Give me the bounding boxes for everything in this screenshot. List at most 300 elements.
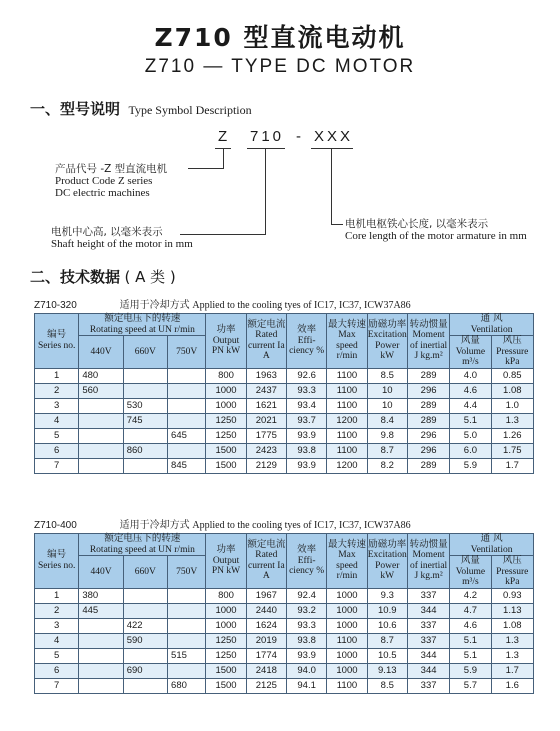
table-cell: 8.4 [367, 413, 407, 428]
header-pressure-en: Pressure kPa [496, 566, 529, 587]
page-title: Z710 型直流电动机 [154, 23, 406, 52]
cooling-label-zh: 适用于冷却方式 [119, 520, 190, 531]
header-rotating-speed [79, 314, 206, 336]
header-750v-en: 750V [176, 566, 198, 577]
table-cell: 344 [407, 603, 449, 618]
model-code: Z710-400 [34, 520, 77, 531]
header-ventilation-zh: 通 风 [480, 313, 503, 324]
table-cell [123, 678, 167, 693]
table-row [35, 633, 534, 648]
table-cell: 1624 [246, 618, 286, 633]
header-series-no-zh: 编号 [47, 549, 67, 561]
table-cell: 2423 [246, 443, 286, 458]
connector-length-h [331, 224, 343, 225]
table-cell: 0.93 [491, 588, 533, 603]
header-inertia-zh: 转动惯量 [409, 538, 448, 550]
table-cell [79, 413, 123, 428]
header-440v-en: 440V [90, 566, 112, 577]
header-series-no [35, 314, 79, 369]
table-cell: 1.08 [491, 618, 533, 633]
connector-height-h [180, 234, 266, 235]
type-code-height: 710 [250, 128, 285, 145]
section-heading-suffix: ( A 类 ) [124, 268, 176, 286]
table-cell: 2418 [246, 663, 286, 678]
table-cell: 289 [407, 398, 449, 413]
header-660v-en: 660V [134, 346, 156, 357]
table-cell [168, 603, 206, 618]
table-cell: 3 [35, 618, 79, 633]
table-cell: 1.3 [491, 633, 533, 648]
table-cell [168, 413, 206, 428]
table-cell [79, 678, 123, 693]
type-code-sep: - [296, 128, 304, 145]
header-efficiency-en: Effi-ciency % [289, 555, 325, 576]
table-cell: 1500 [206, 458, 246, 473]
table-cell: 645 [168, 428, 206, 443]
table-cell: 1250 [206, 648, 246, 663]
table-cell: 1250 [206, 428, 246, 443]
header-pressure-zh: 风压 [502, 335, 522, 346]
table-cell [123, 648, 167, 663]
table-cell [168, 383, 206, 398]
table-cell: 1 [35, 588, 79, 603]
table-cell: 1 [35, 368, 79, 383]
table-cell: 1.3 [491, 413, 533, 428]
table-cell [123, 428, 167, 443]
header-series-no-zh: 编号 [47, 329, 67, 341]
table-cell [79, 458, 123, 473]
table-caption [34, 296, 411, 311]
table-cell: 4.7 [450, 603, 491, 618]
table-cell: 1100 [327, 428, 367, 443]
table-cell: 1100 [327, 368, 367, 383]
table-cell: 10 [367, 383, 407, 398]
header-750v [168, 336, 206, 369]
header-excitation-zh: 励磁功率 [368, 318, 407, 330]
table-cell: 1500 [206, 443, 246, 458]
table-cell: 10 [367, 398, 407, 413]
table-cell: 10.9 [367, 603, 407, 618]
table-cell [123, 588, 167, 603]
table-cell: 690 [123, 663, 167, 678]
table-cell: 800 [206, 368, 246, 383]
header-pressure [491, 336, 533, 369]
table-cell: 337 [407, 618, 449, 633]
table-cell: 289 [407, 368, 449, 383]
table-cell [168, 663, 206, 678]
table-cell: 344 [407, 663, 449, 678]
header-rotating-speed-en: Rotating speed at UN r/min [89, 324, 195, 335]
table-cell [79, 663, 123, 678]
header-rated-current-zh: 额定电流 [247, 318, 286, 330]
header-output-en: Output PN kW [211, 555, 241, 576]
table-cell [79, 618, 123, 633]
table-cell: 1250 [206, 633, 246, 648]
table-cell: 92.4 [286, 588, 326, 603]
header-max-speed-zh: 最大转速 [327, 538, 366, 550]
header-excitation-en: Excitation Power kW [367, 550, 407, 582]
table-cell: 93.9 [286, 648, 326, 663]
table-cell: 93.9 [286, 458, 326, 473]
header-efficiency [286, 314, 326, 369]
header-660v [123, 336, 167, 369]
cooling-label-en: Applied to the cooling tyes of IC17, IC37, ICW37A86 [192, 520, 411, 531]
table-cell: 1000 [327, 648, 367, 663]
table-cell [123, 603, 167, 618]
connector-z [223, 148, 224, 168]
table-cell: 1000 [206, 383, 246, 398]
table-cell: 1000 [327, 588, 367, 603]
header-efficiency [286, 534, 326, 589]
table-cell [123, 458, 167, 473]
header-ventilation-zh: 通 风 [480, 533, 503, 544]
annotation-core-length [345, 218, 527, 242]
table-cell: 5.7 [450, 678, 491, 693]
annotation-product-code-en2: DC electric machines [55, 187, 150, 199]
header-volume-zh: 风量 [460, 555, 480, 566]
header-series-no-en: Series no. [37, 560, 76, 571]
table-cell: 1000 [206, 603, 246, 618]
table-cell: 5.9 [450, 663, 491, 678]
header-rotating-speed-zh: 额定电压下的转速 [104, 533, 181, 544]
table-cell: 5.9 [450, 458, 491, 473]
table-cell: 7 [35, 678, 79, 693]
table-cell: 1963 [246, 368, 286, 383]
header-660v-en: 660V [134, 566, 156, 577]
header-output-zh: 功率 [216, 544, 236, 555]
underline-length [311, 148, 353, 149]
table-cell: 1000 [206, 618, 246, 633]
table-cell: 1.6 [491, 678, 533, 693]
table-cell: 2021 [246, 413, 286, 428]
spec-table [34, 533, 534, 694]
table-cell: 1621 [246, 398, 286, 413]
model-code: Z710-320 [34, 300, 77, 311]
connector-z-h [188, 168, 224, 169]
table-cell [168, 588, 206, 603]
annotation-core-length-en: Core length of the motor armature in mm [345, 230, 527, 242]
table-cell: 745 [123, 413, 167, 428]
table-row [35, 383, 534, 398]
table-cell: 5.1 [450, 413, 491, 428]
header-efficiency-en: Effi-ciency % [289, 335, 325, 356]
table-cell: 590 [123, 633, 167, 648]
table-cell: 93.7 [286, 413, 326, 428]
table-cell: 93.2 [286, 603, 326, 618]
annotation-product-code [55, 163, 167, 199]
header-volume-en: Volume m³/s [455, 346, 486, 367]
type-code-z: Z [218, 128, 231, 145]
header-rated-current-zh: 额定电流 [247, 538, 286, 550]
header-excitation-zh: 励磁功率 [368, 538, 407, 550]
table-row [35, 648, 534, 663]
table-cell: 93.4 [286, 398, 326, 413]
table-cell: 1000 [327, 618, 367, 633]
table-row [35, 368, 534, 383]
table-cell: 4.2 [450, 588, 491, 603]
table-row [35, 618, 534, 633]
header-series-no [35, 534, 79, 589]
header-rated-current [246, 534, 286, 589]
table-row [35, 458, 534, 473]
table-cell: 5 [35, 428, 79, 443]
annotation-shaft-height [51, 226, 193, 250]
table-cell: 93.8 [286, 443, 326, 458]
table-cell [79, 648, 123, 663]
table-cell: 530 [123, 398, 167, 413]
table-cell: 4.6 [450, 618, 491, 633]
table-cell: 8.2 [367, 458, 407, 473]
table-cell: 289 [407, 458, 449, 473]
table-cell: 380 [79, 588, 123, 603]
table-row [35, 398, 534, 413]
table-cell [168, 618, 206, 633]
header-ventilation-en: Ventilation [470, 324, 513, 335]
table-cell: 1100 [327, 678, 367, 693]
table-cell [79, 633, 123, 648]
table-cell: 445 [79, 603, 123, 618]
table-cell: 93.8 [286, 633, 326, 648]
header-max-speed-en: Max speed r/min [336, 330, 358, 362]
header-pressure-zh: 风压 [502, 555, 522, 566]
table-cell: 8.7 [367, 443, 407, 458]
cooling-label-zh: 适用于冷却方式 [119, 300, 190, 311]
table-cell: 1500 [206, 663, 246, 678]
header-max-speed-zh: 最大转速 [327, 318, 366, 330]
table-cell: 3 [35, 398, 79, 413]
header-volume [450, 556, 491, 589]
header-excitation [367, 534, 407, 589]
connector-height [265, 148, 266, 234]
header-440v [79, 556, 123, 589]
table-cell: 4.0 [450, 368, 491, 383]
spec-table [34, 313, 534, 474]
section-heading-zh: 一、型号说明 [30, 100, 121, 118]
table-cell: 560 [79, 383, 123, 398]
annotation-product-code-zh: 产品代号 -Z 型直流电机 [55, 163, 168, 175]
table-cell [168, 633, 206, 648]
table-cell: 4.4 [450, 398, 491, 413]
table-cell: 515 [168, 648, 206, 663]
section-tech-data-heading [30, 266, 176, 287]
table-cell: 93.9 [286, 428, 326, 443]
header-output-en: Output PN kW [211, 335, 241, 356]
table-cell: 94.0 [286, 663, 326, 678]
table-row [35, 413, 534, 428]
table-cell: 93.3 [286, 383, 326, 398]
table-cell: 1.7 [491, 663, 533, 678]
table-cell: 9.3 [367, 588, 407, 603]
header-max-speed [327, 534, 367, 589]
table-cell: 0.85 [491, 368, 533, 383]
header-rotating-speed-zh: 额定电压下的转速 [104, 313, 181, 324]
header-output [206, 534, 246, 589]
table-cell: 8.5 [367, 678, 407, 693]
table-caption [34, 516, 411, 531]
table-cell: 5.0 [450, 428, 491, 443]
table-cell: 860 [123, 443, 167, 458]
page-subtitle: Z710 — TYPE DC MOTOR [144, 56, 416, 77]
table-cell [168, 368, 206, 383]
table-cell: 337 [407, 678, 449, 693]
table-cell: 845 [168, 458, 206, 473]
table-cell: 337 [407, 633, 449, 648]
table-cell [168, 443, 206, 458]
header-volume-en: Volume m³/s [455, 566, 486, 587]
table-row [35, 603, 534, 618]
table-cell: 4.6 [450, 383, 491, 398]
table-cell: 337 [407, 588, 449, 603]
table-cell: 5.1 [450, 633, 491, 648]
table-cell: 9.8 [367, 428, 407, 443]
header-volume [450, 336, 491, 369]
section-type-symbol-heading [30, 98, 252, 119]
header-efficiency-zh: 效率 [297, 324, 317, 335]
table-cell: 4 [35, 413, 79, 428]
table-cell: 2 [35, 603, 79, 618]
table-cell: 800 [206, 588, 246, 603]
header-ventilation-en: Ventilation [470, 544, 513, 555]
table-cell: 1000 [327, 603, 367, 618]
table-cell: 1250 [206, 413, 246, 428]
table-cell: 5.1 [450, 648, 491, 663]
table-cell: 296 [407, 383, 449, 398]
table-cell: 2440 [246, 603, 286, 618]
table-cell: 7 [35, 458, 79, 473]
table-cell: 1775 [246, 428, 286, 443]
table-cell: 1.13 [491, 603, 533, 618]
table-cell: 1.08 [491, 383, 533, 398]
table-cell: 289 [407, 413, 449, 428]
table-cell: 1.26 [491, 428, 533, 443]
header-inertia-en: Moment of inertial J kg.m² [409, 330, 448, 362]
table-cell [123, 368, 167, 383]
table-cell: 6.0 [450, 443, 491, 458]
table-cell: 1200 [327, 458, 367, 473]
table-cell: 296 [407, 443, 449, 458]
table-cell: 8.7 [367, 633, 407, 648]
header-660v [123, 556, 167, 589]
table-cell: 296 [407, 428, 449, 443]
connector-length [331, 148, 332, 224]
table-cell: 1.75 [491, 443, 533, 458]
header-rated-current-en: Rated current Ia A [248, 330, 285, 362]
header-excitation [367, 314, 407, 369]
header-pressure [491, 556, 533, 589]
table-cell: 1100 [327, 383, 367, 398]
header-inertia [407, 534, 449, 589]
header-pressure-en: Pressure kPa [496, 346, 529, 367]
table-cell: 1100 [327, 633, 367, 648]
table-cell: 1.3 [491, 648, 533, 663]
type-code-length: XXX [314, 128, 354, 145]
table-cell: 1000 [206, 398, 246, 413]
header-inertia-zh: 转动惯量 [409, 318, 448, 330]
table-row [35, 663, 534, 678]
table-cell: 94.1 [286, 678, 326, 693]
table-cell: 10.6 [367, 618, 407, 633]
annotation-product-code-en1: Product Code Z series [55, 175, 153, 187]
header-750v [168, 556, 206, 589]
table-cell: 480 [79, 368, 123, 383]
table-cell: 1100 [327, 398, 367, 413]
header-max-speed-en: Max speed r/min [336, 550, 358, 582]
table-cell: 344 [407, 648, 449, 663]
table-cell: 680 [168, 678, 206, 693]
header-440v [79, 336, 123, 369]
table-cell: 1200 [327, 413, 367, 428]
table-cell: 92.6 [286, 368, 326, 383]
table-cell [79, 398, 123, 413]
header-rated-current-en: Rated current Ia A [248, 550, 285, 582]
annotation-core-length-zh: 电机电枢铁心长度, 以毫米表示 [345, 218, 489, 230]
section-heading-zh: 二、技术数据 [30, 268, 121, 286]
header-rotating-speed [79, 534, 206, 556]
table-cell [79, 443, 123, 458]
table-row [35, 428, 534, 443]
table-cell: 6 [35, 443, 79, 458]
table-cell: 1967 [246, 588, 286, 603]
table-cell: 2129 [246, 458, 286, 473]
table-cell [123, 383, 167, 398]
table-row [35, 678, 534, 693]
header-750v-en: 750V [176, 346, 198, 357]
underline-height [247, 148, 285, 149]
cooling-label-en: Applied to the cooling tyes of IC17, IC37, ICW37A86 [192, 300, 411, 311]
header-inertia [407, 314, 449, 369]
header-efficiency-zh: 效率 [297, 544, 317, 555]
table-row [35, 443, 534, 458]
table-cell: 2 [35, 383, 79, 398]
table-cell: 10.5 [367, 648, 407, 663]
header-440v-en: 440V [90, 346, 112, 357]
header-rotating-speed-en: Rotating speed at UN r/min [89, 544, 195, 555]
header-inertia-en: Moment of inertial J kg.m² [409, 550, 448, 582]
header-ventilation [450, 534, 534, 556]
table-cell: 4 [35, 633, 79, 648]
header-output-zh: 功率 [216, 324, 236, 335]
annotation-shaft-height-en: Shaft height of the motor in mm [51, 238, 193, 250]
table-cell: 6 [35, 663, 79, 678]
table-cell: 93.3 [286, 618, 326, 633]
table-cell: 1100 [327, 443, 367, 458]
table-cell: 1774 [246, 648, 286, 663]
table-cell: 9.13 [367, 663, 407, 678]
table-cell [79, 428, 123, 443]
table-cell: 1.7 [491, 458, 533, 473]
table-cell: 2125 [246, 678, 286, 693]
header-series-no-en: Series no. [37, 340, 76, 351]
table-cell: 8.5 [367, 368, 407, 383]
header-ventilation [450, 314, 534, 336]
header-rated-current [246, 314, 286, 369]
header-excitation-en: Excitation Power kW [367, 330, 407, 362]
table-cell: 1000 [327, 663, 367, 678]
header-output [206, 314, 246, 369]
table-cell: 2019 [246, 633, 286, 648]
section-heading-en: Type Symbol Description [128, 103, 252, 117]
table-cell: 2437 [246, 383, 286, 398]
annotation-shaft-height-zh: 电机中心高, 以毫米表示 [51, 226, 163, 238]
table-row [35, 588, 534, 603]
table-cell: 5 [35, 648, 79, 663]
table-cell: 1.0 [491, 398, 533, 413]
header-volume-zh: 风量 [460, 335, 480, 346]
header-max-speed [327, 314, 367, 369]
table-cell: 1500 [206, 678, 246, 693]
table-cell [168, 398, 206, 413]
table-cell: 422 [123, 618, 167, 633]
